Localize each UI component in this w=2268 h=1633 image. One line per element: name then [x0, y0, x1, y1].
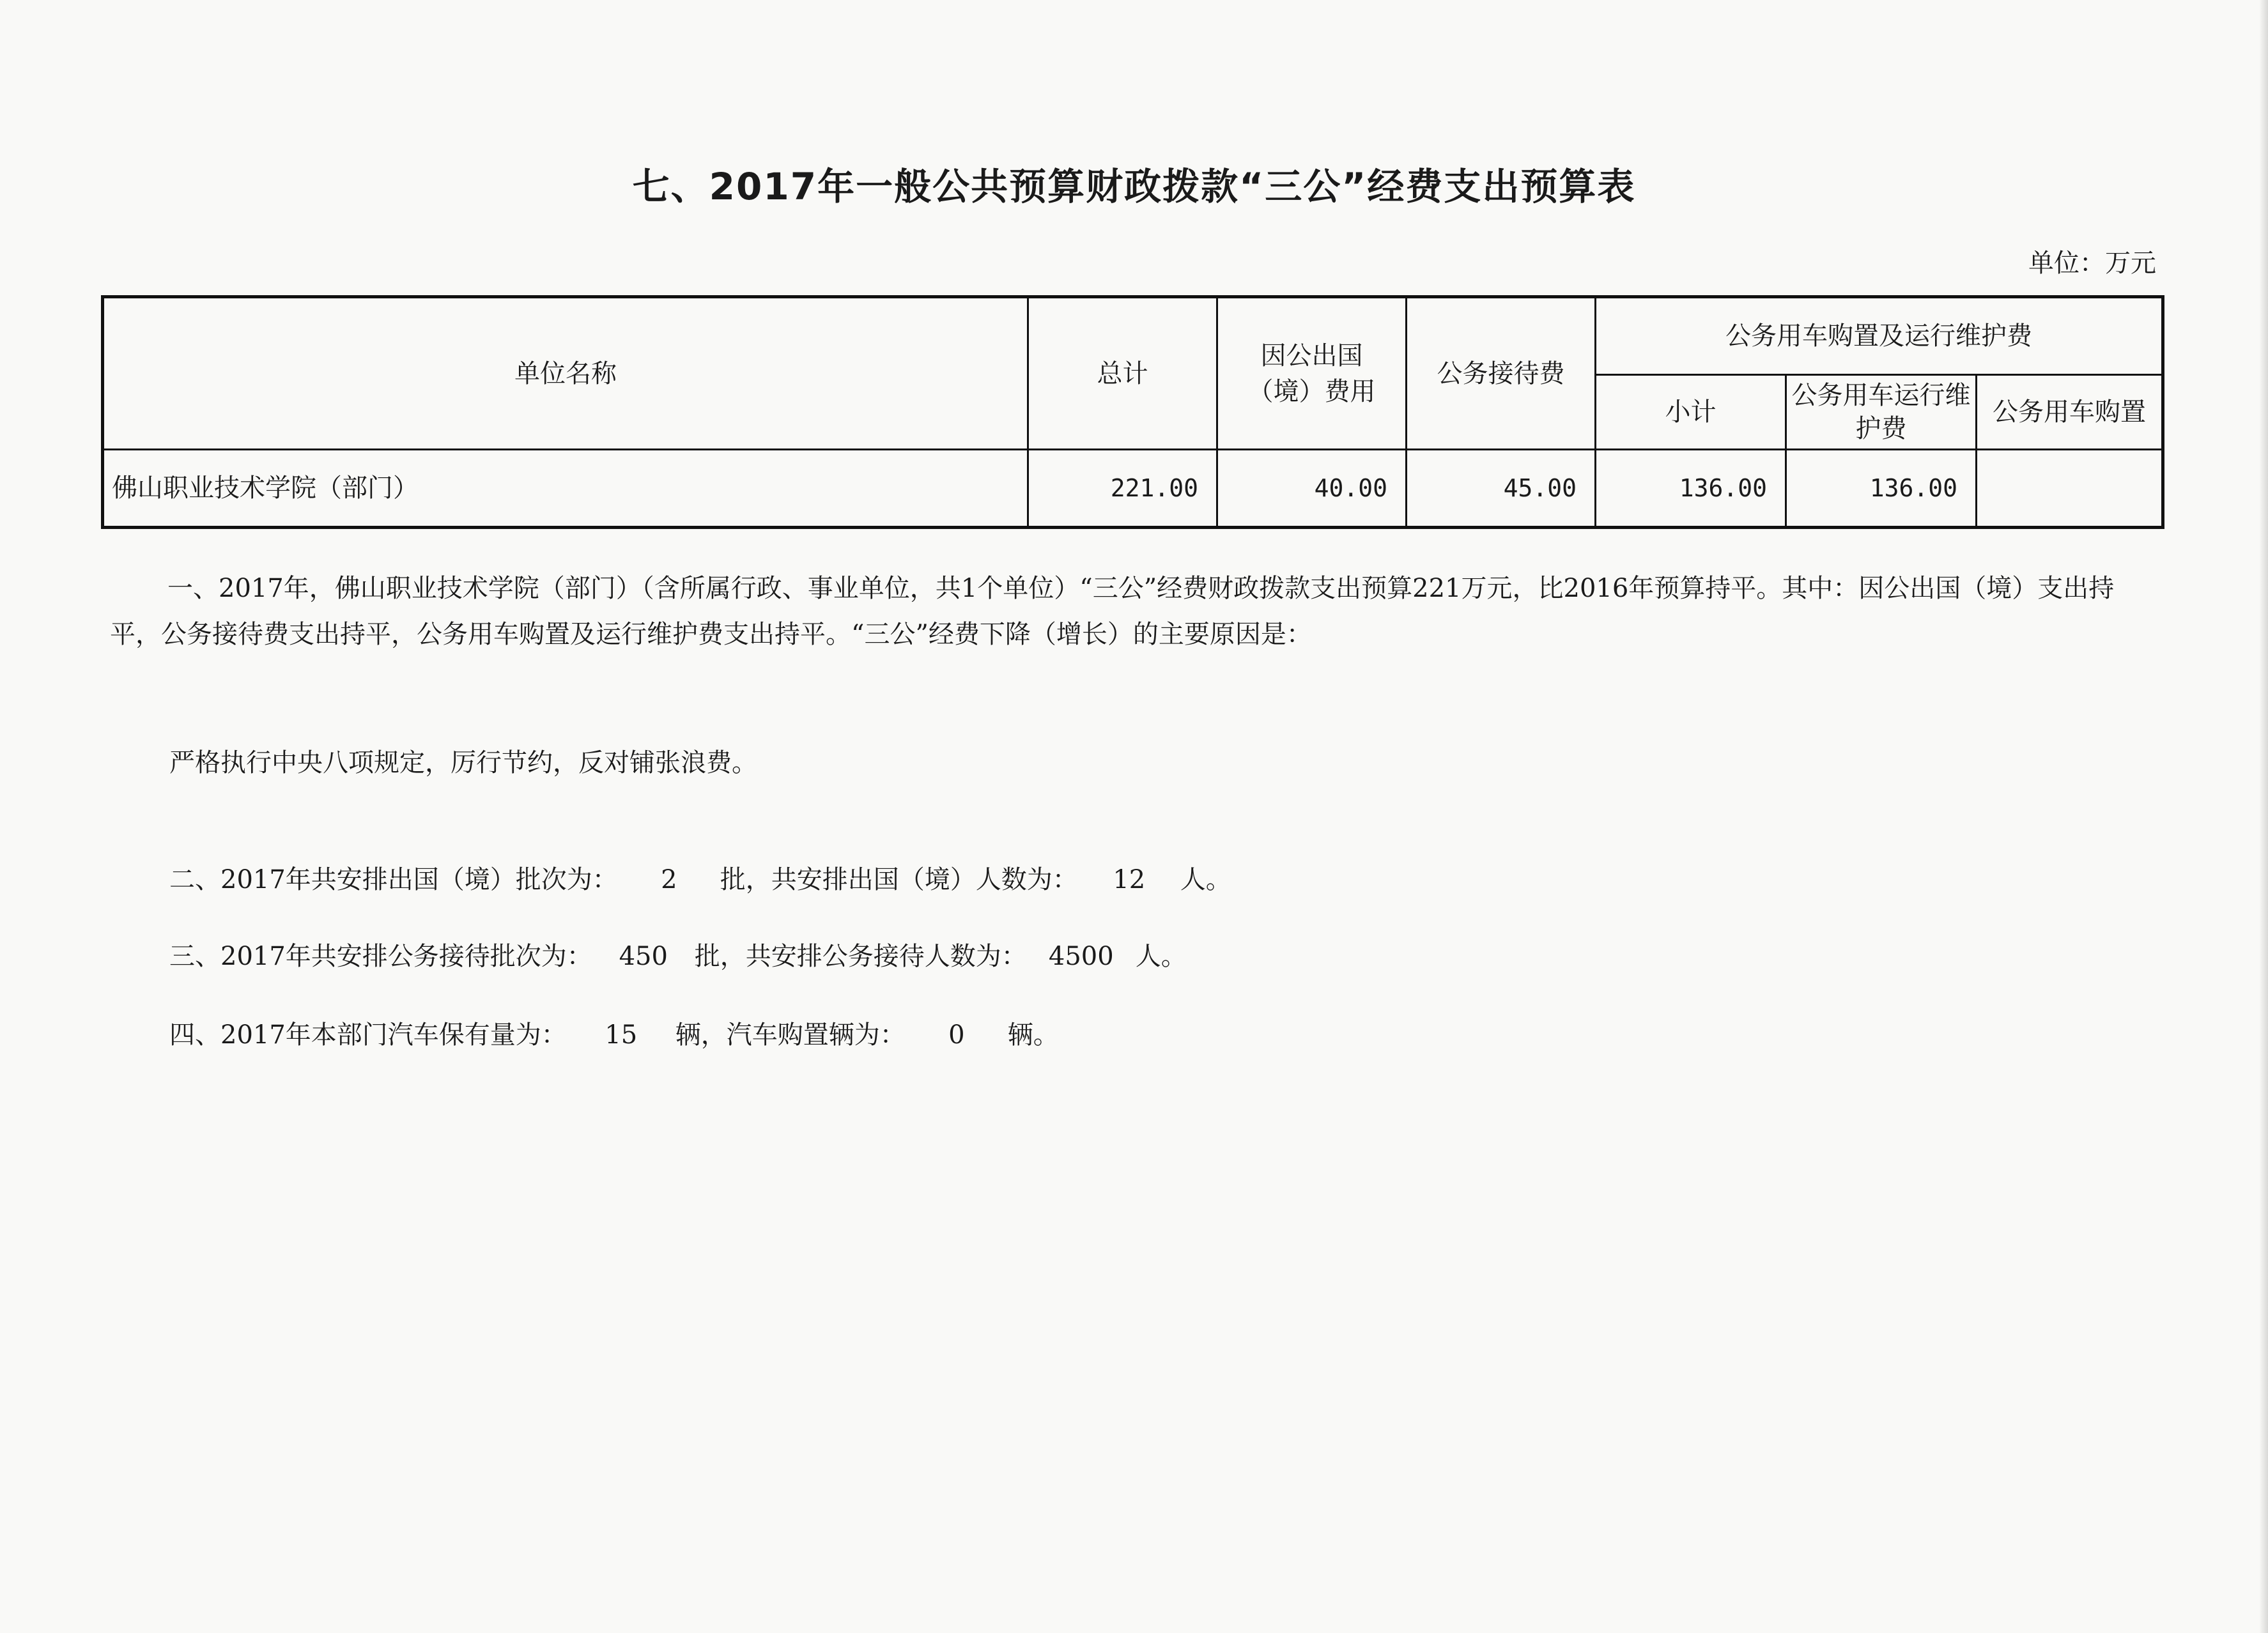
- cell-vehicle-subtotal: 136.00: [1596, 450, 1786, 528]
- page-edge-shadow: [2259, 0, 2268, 1633]
- abroad-stats-part2: 批，共安排出国（境）人数为：: [720, 865, 1078, 894]
- header-vehicle-group: 公务用车购置及运行维护费: [1596, 297, 2163, 375]
- cell-total: 221.00: [1028, 450, 1217, 528]
- header-reception: 公务接待费: [1407, 297, 1596, 450]
- abroad-stats-part1: 二、2017年共安排出国（境）批次为：: [169, 865, 618, 894]
- cell-vehicle-purchase: [1977, 450, 2163, 528]
- vehicle-stats-part1: 四、2017年本部门汽车保有量为：: [169, 1020, 567, 1050]
- header-total: 总计: [1028, 297, 1217, 450]
- page-title: 七、2017年一般公共预算财政拨款“三公”经费支出预算表: [632, 165, 1636, 208]
- vehicle-stats-line: [169, 1015, 1059, 1051]
- abroad-batches-value: 2: [661, 865, 677, 894]
- table-row: [103, 450, 2163, 528]
- reception-batches-value: 450: [619, 942, 668, 971]
- cell-vehicle-operation: 136.00: [1786, 450, 1977, 528]
- abroad-stats-line: [169, 859, 1231, 896]
- reception-stats-part1: 三、2017年共安排公务接待批次为：: [169, 942, 592, 971]
- header-abroad: 因公出国（境）费用: [1217, 297, 1407, 450]
- explanation-paragraph: 一、2017年，佛山职业技术学院（部门）（含所属行政、事业单位，共1个单位）“三公”经费财政拨款支出预算221万元，比2016年预算持平。其中：因公出国（境）支出持平，公务接待费支出持平，公务用车购置及运行维护费支出持平。“三公”经费下降（增长）的主要原因是：: [110, 574, 2115, 649]
- header-unit-name: 单位名称: [103, 297, 1028, 450]
- vehicle-stats-part2: 辆，汽车购置辆为：: [675, 1020, 906, 1050]
- reception-stats-part2: 批，共安排公务接待人数为：: [694, 942, 1027, 971]
- reception-stats-line: [169, 936, 1187, 972]
- header-vehicle-purchase: 公务用车购置: [1977, 375, 2163, 450]
- table-header-row-1: [103, 297, 2163, 375]
- abroad-stats-part3: 人。: [1180, 865, 1231, 894]
- cell-unit-name: 佛山职业技术学院（部门）: [103, 450, 1028, 528]
- vehicle-count-value: 15: [605, 1020, 638, 1050]
- cell-abroad: 40.00: [1217, 450, 1407, 528]
- header-vehicle-subtotal: 小计: [1596, 375, 1786, 450]
- reception-stats-part3: 人。: [1135, 942, 1187, 971]
- cell-reception: 45.00: [1407, 450, 1596, 528]
- vehicle-stats-part3: 辆。: [1007, 1020, 1059, 1050]
- reason-text: 严格执行中央八项规定，厉行节约，反对铺张浪费。: [169, 748, 757, 778]
- abroad-people-value: 12: [1113, 865, 1146, 894]
- budget-table: [101, 295, 2164, 529]
- reception-people-value: 4500: [1048, 942, 1114, 971]
- vehicle-purchase-value: 0: [948, 1020, 965, 1050]
- unit-label: 单位：万元: [2028, 249, 2156, 278]
- header-vehicle-operation: 公务用车运行维护费: [1786, 375, 1977, 450]
